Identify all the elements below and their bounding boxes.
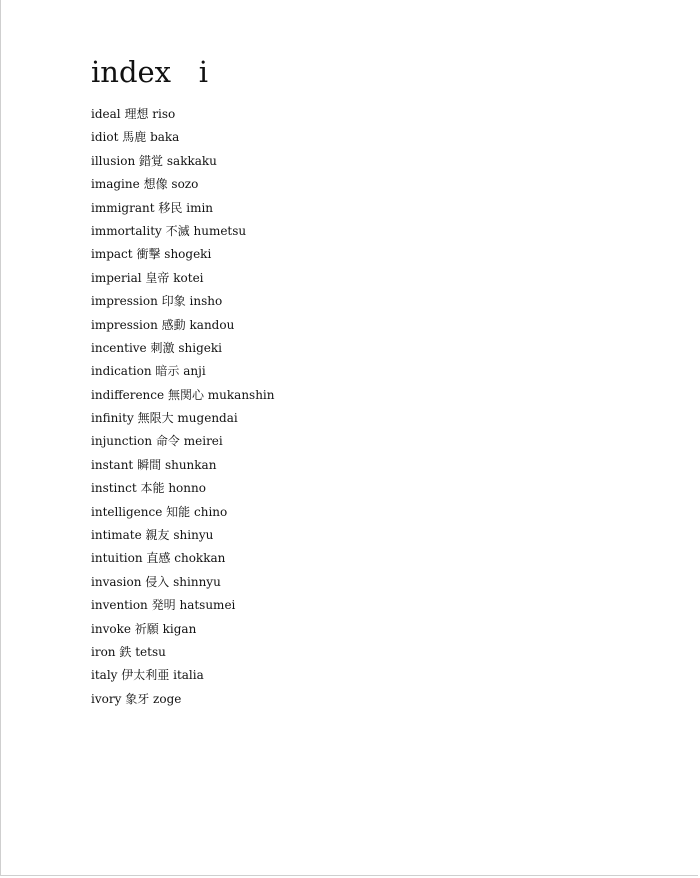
english-word: intelligence — [91, 504, 163, 519]
kanji-word: 感動 — [161, 317, 186, 332]
english-word: imagine — [91, 177, 140, 192]
english-word: incentive — [91, 340, 147, 355]
romaji-word: riso — [152, 107, 176, 121]
romaji-word: imin — [186, 200, 214, 215]
list-item — [91, 430, 275, 453]
english-word: injunction — [91, 434, 153, 449]
english-word: intuition — [91, 551, 143, 566]
kanji-word: 想像 — [143, 177, 168, 192]
list-item — [91, 688, 275, 711]
romaji-word: sozo — [171, 177, 199, 192]
kanji-word: 刺激 — [150, 340, 175, 355]
kanji-word: 祈願 — [134, 621, 159, 636]
romaji-word: mugendai — [177, 411, 238, 426]
kanji-word: 印象 — [161, 294, 186, 309]
kanji-word: 衝撃 — [136, 247, 161, 262]
romaji-word: hatsumei — [179, 598, 236, 613]
english-word: instinct — [91, 481, 137, 496]
list-item — [91, 594, 275, 617]
kanji-word: 不滅 — [165, 223, 190, 238]
kanji-word: 無限大 — [137, 411, 174, 426]
kanji-word: 親友 — [145, 528, 170, 543]
list-item — [91, 501, 275, 524]
romaji-word: humetsu — [193, 223, 247, 238]
romaji-word: chokkan — [174, 551, 226, 566]
english-word: immortality — [91, 223, 162, 238]
kanji-word: 理想 — [124, 107, 149, 121]
kanji-word: 発明 — [151, 598, 176, 613]
romaji-word: insho — [189, 294, 223, 309]
romaji-word: kotei — [173, 270, 204, 285]
romaji-word: shunkan — [164, 457, 217, 472]
romaji-word: honno — [168, 481, 206, 496]
list-item — [91, 641, 275, 664]
english-word: italy — [91, 668, 118, 683]
romaji-word: kigan — [162, 621, 197, 636]
english-word: indifference — [91, 387, 165, 402]
kanji-word: 命令 — [155, 434, 180, 449]
english-word: indication — [91, 364, 152, 379]
page-title: index i — [91, 55, 208, 89]
list-item — [91, 384, 275, 407]
romaji-word: shinnyu — [173, 574, 221, 589]
kanji-word: 移民 — [158, 200, 183, 215]
english-word: ideal — [91, 107, 121, 121]
romaji-word: anji — [183, 364, 206, 379]
kanji-word: 象牙 — [125, 691, 150, 706]
romaji-word: shigeki — [178, 340, 222, 355]
romaji-word: meirei — [183, 434, 223, 449]
english-word: instant — [91, 457, 134, 472]
kanji-word: 瞬間 — [137, 457, 162, 472]
romaji-word: shogeki — [164, 247, 212, 262]
list-item — [91, 477, 275, 500]
english-word: impression — [91, 317, 158, 332]
list-item — [91, 524, 275, 547]
list-item — [91, 547, 275, 570]
english-word: illusion — [91, 153, 136, 168]
english-word: intimate — [91, 528, 142, 543]
kanji-word: 皇帝 — [145, 270, 170, 285]
english-word: imperial — [91, 270, 142, 285]
romaji-word: baka — [150, 130, 180, 145]
romaji-word: mukanshin — [207, 387, 275, 402]
romaji-word: kandou — [189, 317, 235, 332]
list-item — [91, 197, 275, 220]
romaji-word: chino — [194, 504, 228, 519]
list-item — [91, 220, 275, 243]
english-word: ivory — [91, 691, 122, 706]
english-word: impact — [91, 247, 133, 262]
list-item — [91, 243, 275, 266]
kanji-word: 知能 — [166, 504, 191, 519]
list-item — [91, 360, 275, 383]
romaji-word: sakkaku — [166, 153, 217, 168]
kanji-word: 侵入 — [145, 574, 170, 589]
romaji-word: shinyu — [173, 528, 214, 543]
kanji-word: 錯覚 — [139, 153, 164, 168]
romaji-word: tetsu — [135, 644, 166, 659]
kanji-word: 伊太利亜 — [121, 668, 170, 683]
english-word: infinity — [91, 411, 134, 426]
english-word: idiot — [91, 130, 119, 145]
kanji-word: 直感 — [146, 551, 171, 566]
list-item — [91, 618, 275, 641]
kanji-word: 暗示 — [155, 364, 180, 379]
english-word: immigrant — [91, 200, 155, 215]
list-item — [91, 173, 275, 196]
list-item — [91, 664, 275, 687]
english-word: impression — [91, 294, 158, 309]
romaji-word: italia — [173, 668, 204, 683]
list-item — [91, 337, 275, 360]
romaji-word: zoge — [153, 691, 182, 706]
kanji-word: 鉄 — [119, 644, 132, 659]
list-item — [91, 314, 275, 337]
kanji-word: 本能 — [140, 481, 165, 496]
list-item — [91, 571, 275, 594]
list-item — [91, 267, 275, 290]
english-word: invoke — [91, 621, 131, 636]
list-item — [91, 103, 275, 126]
entry-list — [91, 103, 275, 711]
list-item — [91, 126, 275, 149]
kanji-word: 馬鹿 — [122, 130, 147, 145]
english-word: iron — [91, 644, 116, 659]
english-word: invasion — [91, 574, 142, 589]
kanji-word: 無関心 — [167, 387, 204, 402]
list-item — [91, 407, 275, 430]
list-item — [91, 454, 275, 477]
list-item — [91, 290, 275, 313]
english-word: invention — [91, 598, 148, 613]
list-item — [91, 150, 275, 173]
